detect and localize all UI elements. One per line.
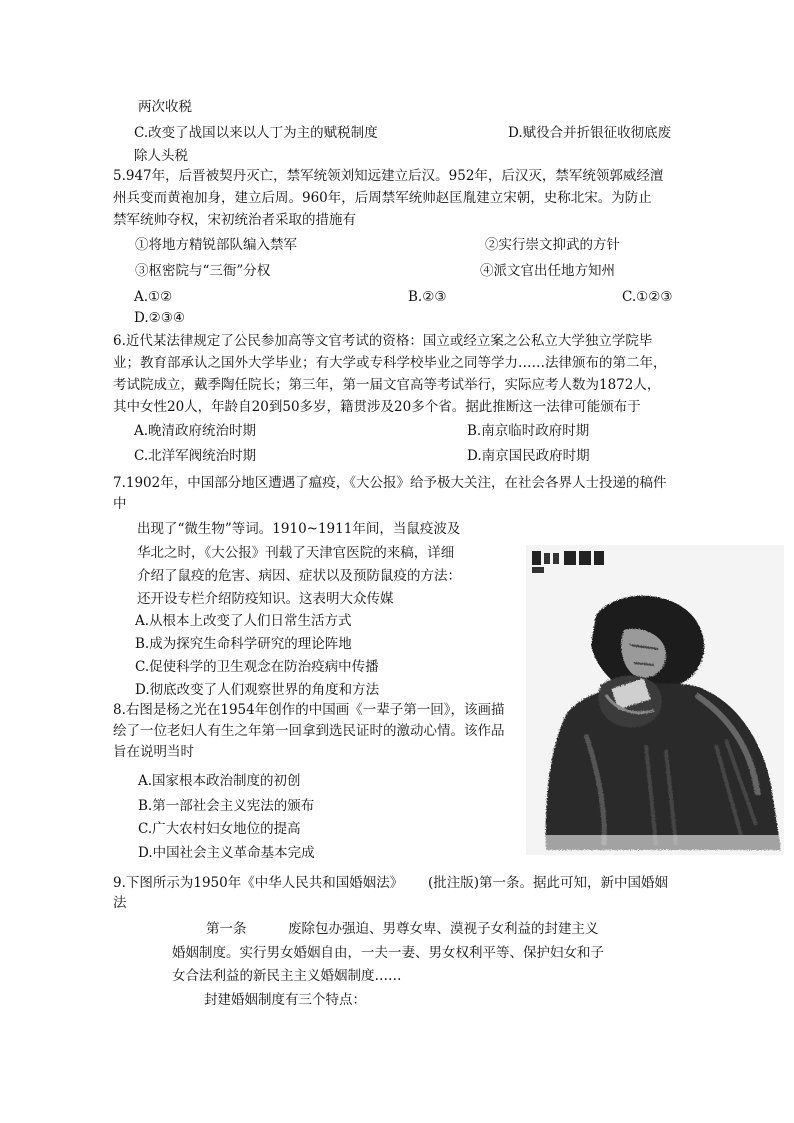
painting-old-woman-voter-card [526, 545, 784, 855]
q8-option-c: C.广大农村妇女地位的提高 [138, 821, 301, 837]
q9-stem-line1-continued: (批注版)第一条。据此可知，新中国婚姻 [428, 875, 669, 891]
q6-option-b: B.南京临时政府时期 [467, 423, 590, 439]
q9-stem-line1: 9.下图所示为1950年《中华人民共和国婚姻法》 [113, 875, 404, 891]
q6-stem-line3: 考试院成立，戴季陶任院长；第三年，第一届文官高等考试举行，实际应考人数为1872人， [113, 377, 661, 393]
q6-stem-line2: 业；教育部承认之国外大学毕业；有大学或专科学校毕业之同等学力……法律颁布的第二年， [113, 355, 667, 371]
q5-option-d: D.②③④ [134, 310, 185, 326]
q8-option-d: D.中国社会主义革命基本完成 [138, 845, 315, 861]
q5-option-a: A.①② [134, 289, 173, 305]
q6-option-a: A.晚清政府统治时期 [134, 423, 257, 439]
q7-stem-line1: 7.1902年，中国部分地区遭遇了瘟疫，《大公报》给予极大关注，在社会各界人士投递的稿件 [113, 475, 667, 491]
q4-continuation-text: 两次收税 [138, 99, 192, 115]
q5-item-1: ①将地方精锐部队编入禁军 [135, 237, 297, 253]
q5-option-c: C.①②③ [622, 289, 673, 305]
q6-option-c: C.北洋军阀统治时期 [134, 448, 257, 464]
q6-stem-line1: 6.近代某法律规定了公民参加高等文官考试的资格：国立或经立案之公私立大学独立学院毕 [113, 333, 653, 349]
q9-article-line2: 婚姻制度。实行男女婚姻自由，一夫一妻、男女权利平等、保护妇女和子 [172, 945, 604, 961]
q7-stem-line6: 还开设专栏介绍防疫知识。这表明大众传媒 [137, 591, 394, 607]
q5-option-b: B.②③ [408, 289, 447, 305]
q8-stem-line3: 旨在说明当时 [113, 744, 194, 760]
q7-stem-line4: 华北之时，《大公报》刊载了天津官医院的来稿，详细 [137, 545, 455, 561]
q4-option-c: C.改变了战国以来以人丁为主的赋税制度 [134, 125, 378, 141]
q7-option-c: C.促使科学的卫生观念在防治疫病中传播 [135, 659, 379, 675]
q5-stem-line2: 州兵变而黄袍加身，建立后周。960年，后周禁军统帅赵匡胤建立宋朝，史称北宋。为防止 [113, 190, 652, 206]
q7-option-a: A.从根本上改变了人们日常生活方式 [135, 613, 352, 629]
q7-stem-line5: 介绍了鼠疫的危害、病因、症状以及预防鼠疫的方法： [137, 568, 461, 584]
q9-article-line1: 废除包办强迫、男尊女卑、漠视子女利益的封建主义 [288, 921, 599, 937]
q9-stem-line2: 法 [113, 895, 127, 911]
q5-stem-line1: 5.947年，后晋被契丹灭亡，禁军统领刘知远建立后汉。952年，后汉灭，禁军统领郭威经澶 [113, 168, 664, 184]
q5-stem-line3: 禁军统帅夺权，宋初统治者采取的措施有 [113, 212, 356, 228]
q5-item-4: ④派文官出任地方知州 [480, 263, 615, 279]
q8-stem-line1: 8.右图是杨之光在1954年创作的中国画《一辈子第一回》，该画描 [113, 702, 505, 718]
q6-stem-line4: 其中女性20人，年龄自20到50多岁，籍贯涉及20多个省。据此推断这一法律可能颁布于 [113, 399, 641, 415]
q5-item-3: ③枢密院与“三衙”分权 [135, 263, 271, 279]
q8-stem-line2: 绘了一位老妇人有生之年第一回拿到选民证时的激动心情。该作品 [113, 723, 505, 739]
q9-annotation: 封建婚姻制度有三个特点： [204, 992, 366, 1008]
q7-option-b: B.成为探究生命科学研究的理论阵地 [135, 636, 352, 652]
q8-option-a: A.国家根本政治制度的初创 [138, 773, 301, 789]
q4-option-d-continued: 除人头税 [134, 148, 188, 164]
q7-stem-line3: 出现了“微生物”等词。1910~1911年间，当鼠疫波及 [137, 521, 461, 537]
q9-article-line3: 女合法利益的新民主主义婚姻制度…… [172, 968, 402, 984]
q6-option-d: D.南京国民政府时期 [467, 448, 590, 464]
q4-option-d: D.赋役合并折银征收彻底废 [508, 125, 672, 141]
q8-option-b: B.第一部社会主义宪法的颁布 [138, 798, 315, 814]
q9-article-label: 第一条 [206, 921, 247, 937]
q5-item-2: ②实行崇文抑武的方针 [485, 237, 620, 253]
q7-option-d: D.彻底改变了人们观察世界的角度和方法 [135, 682, 380, 698]
q7-stem-line2: 中 [113, 496, 127, 512]
